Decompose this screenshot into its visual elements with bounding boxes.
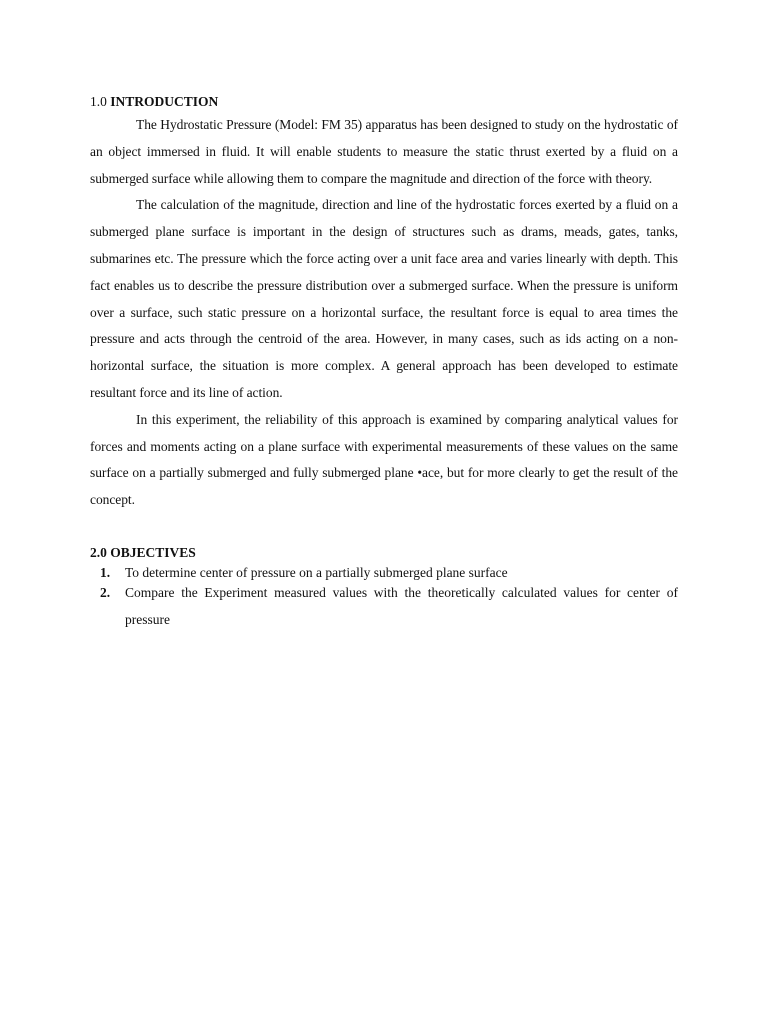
objectives-heading: 2.0 OBJECTIVES <box>90 544 196 560</box>
introduction-section <box>90 92 678 514</box>
objective-number: 1. <box>100 564 111 580</box>
introduction-heading <box>90 92 678 112</box>
objective-text: To determine center of pressure on a partially submerged plane surface <box>125 564 508 580</box>
introduction-paragraph-1: The Hydrostatic Pressure (Model: FM 35) apparatus has been designed to study on the hydrostatic of an object immersed in fluid. It will enable students to measure the static thrust exerted by a fluid on a submerged surface while allowing them to compare the magnitude and direction of the force with theory. <box>90 117 678 186</box>
document-content <box>90 92 678 634</box>
introduction-title: INTRODUCTION <box>110 94 219 109</box>
introduction-number: 1.0 <box>90 94 107 109</box>
objectives-section <box>90 543 678 634</box>
introduction-paragraph-3: In this experiment, the reliability of this approach is examined by comparing analytical values for forces and moments acting on a plane surface with experimental measurements of these values on the same surface on a partially submerged and fully submerged plane •ace, but for more clearly to get the result of the concept. <box>90 411 678 508</box>
objective-number: 2. <box>100 584 111 600</box>
objectives-list <box>90 563 678 634</box>
objective-text: Compare the Experiment measured values with the theoretically calculated values for center of pressure <box>125 584 678 627</box>
objective-item <box>90 580 678 634</box>
introduction-paragraph-2: The calculation of the magnitude, direction and line of the hydrostatic forces exerted by a fluid on a submerged plane surface is important in the design of structures such as drams, meads, gates, tanks, submarines etc. The pressure which the force acting over a unit face area and varies linearly with depth. This fact enables us to describe the pressure distribution over a submerged surface. When the pressure is uniform over a surface, such static pressure on a horizontal surface, the resultant force is equal to area times the pressure and acts through the centroid of the area. However, in many cases, such as ids acting on a non-horizontal surface, the situation is more complex. A general approach has been developed to estimate resultant force and its line of action. <box>90 197 678 400</box>
